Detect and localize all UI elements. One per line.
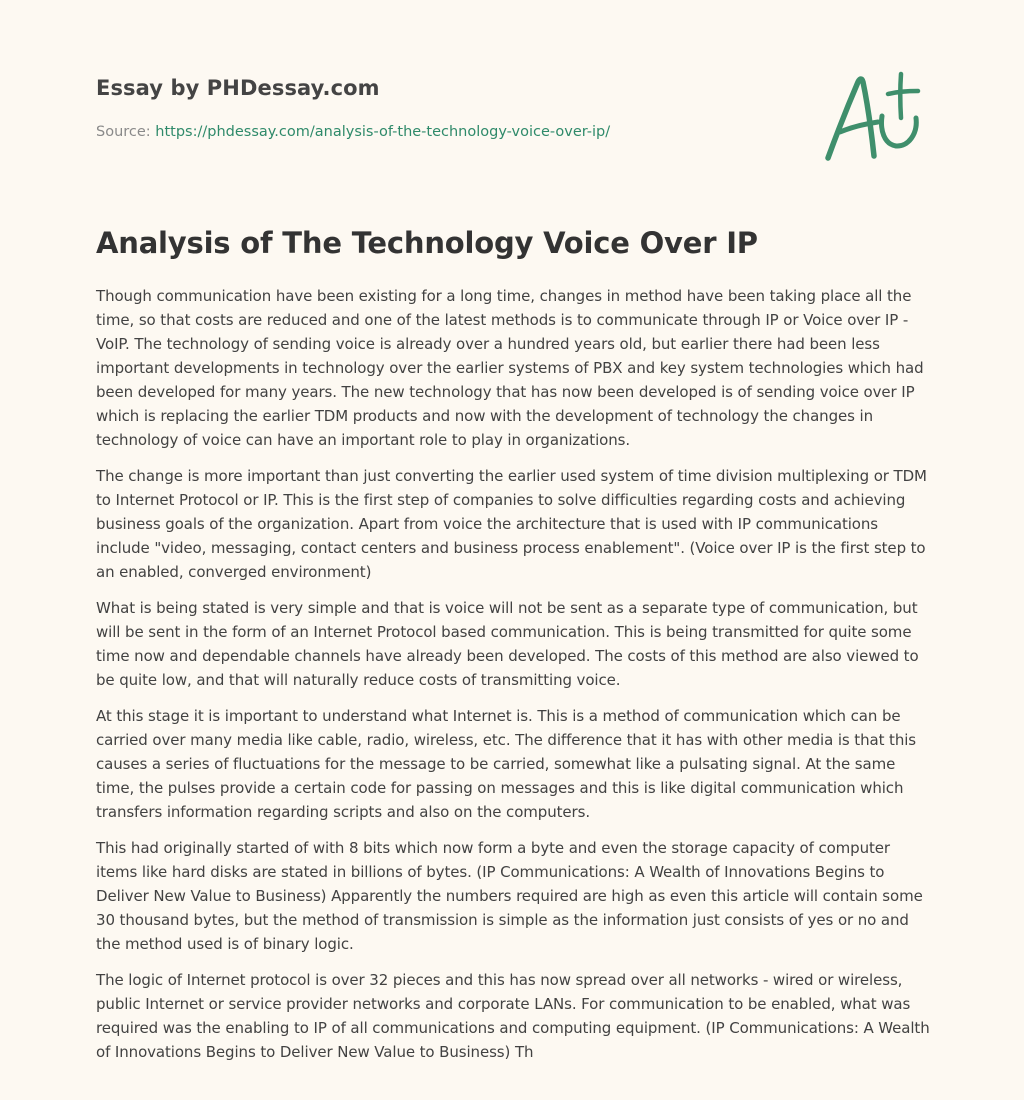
essay-body <box>96 284 930 1076</box>
essay-paragraph: The change is more important than just converting the earlier used system of time division multiplexing or TDM to Internet Protocol or IP. This is the first step of companies to solve difficulties regarding costs and achieving business goals of the organization. Apart from voice the architecture that is used with IP communications include "video, messaging, contact centers and business process enablement". (Voice over IP is the first step to an enabled, converged environment) <box>96 467 927 581</box>
essay-paragraph: The logic of Internet protocol is over 32 pieces and this has now spread over all networks - wired or wireless, public Internet or service provider networks and corporate LANs. For communication to be enabled, what was required was the enabling to IP of all communications and computing equipment. (IP Communications: A Wealth of Innovations Begins to Deliver New Value to Business) Th <box>96 971 930 1061</box>
a-plus-logo-icon <box>822 68 926 164</box>
essay-paragraph: What is being stated is very simple and that is voice will not be sent as a separate type of communication, but will be sent in the form of an Internet Protocol based communication. This is being transmitted for quite some time now and dependable channels have already been developed. The costs of this method are also viewed to be quite low, and that will naturally reduce costs of transmitting voice. <box>96 599 919 689</box>
essay-paragraph: This had originally started of with 8 bits which now form a byte and even the storage capacity of computer items like hard disks are stated in billions of bytes. (IP Communications: A Wealth of Innovations Begins to Deliver New Value to Business) Apparently the numbers required are high as even this article will contain some 30 thousand bytes, but the method of transmission is simple as the information just consists of yes or no and the method used is of binary logic. <box>96 839 923 953</box>
source-label: Source: <box>96 124 156 140</box>
source-link[interactable]: https://phdessay.com/analysis-of-the-technology-voice-over-ip/ <box>155 124 611 140</box>
site-brand: Essay by PHDessay.com <box>96 76 380 100</box>
source-line <box>96 124 610 140</box>
essay-page <box>96 0 930 1100</box>
essay-paragraph: Though communication have been existing for a long time, changes in method have been taking place all the time, so that costs are reduced and one of the latest methods is to communicate through IP or Voice over IP - VoIP. The technology of sending voice is already over a hundred years old, but earlier there had been less important developments in technology over the earlier systems of PBX and key system technologies which had been developed for many years. The new technology that has now been developed is of sending voice over IP which is replacing the earlier TDM products and now with the development of technology the changes in technology of voice can have an important role to play in organizations. <box>96 287 924 449</box>
essay-paragraph: At this stage it is important to understand what Internet is. This is a method of communication which can be carried over many media like cable, radio, wireless, etc. The difference that it has with other media is that this causes a series of fluctuations for the message to be carried, somewhat like a pulsating signal. At the same time, the pulses provide a certain code for passing on messages and this is like digital communication which transfers information regarding scripts and also on the computers. <box>96 707 917 821</box>
essay-title: Analysis of The Technology Voice Over IP <box>96 226 758 260</box>
